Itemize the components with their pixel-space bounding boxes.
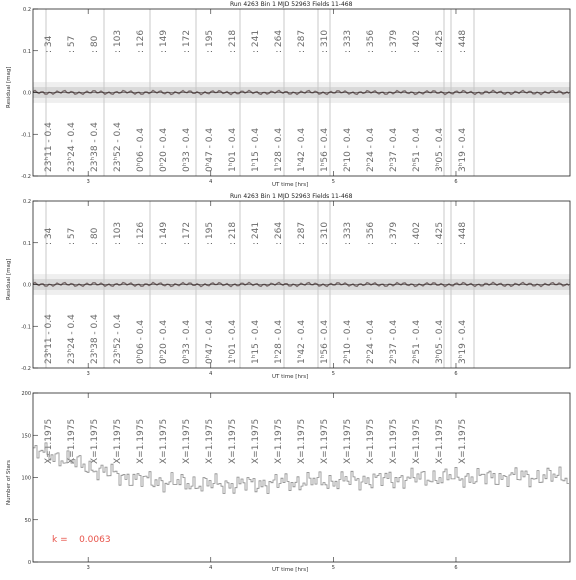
field-number-label: : 218 bbox=[228, 221, 238, 245]
field-number-label: : 264 bbox=[274, 221, 284, 245]
panel-2-plot bbox=[21, 199, 570, 377]
airmass-label: X=1.1975 bbox=[435, 418, 445, 464]
airmass-label: X=1.1975 bbox=[320, 418, 330, 464]
field-number-label: : 264 bbox=[274, 29, 284, 53]
field-number-label: : 172 bbox=[182, 29, 192, 53]
x-tick-label: 4 bbox=[209, 371, 213, 377]
y-tick-label: -0.2 bbox=[21, 174, 31, 180]
field-number-label: : 80 bbox=[90, 35, 100, 53]
x-tick-label: 4 bbox=[209, 179, 213, 185]
field-time-label: 1ʰ56 - 0.4 bbox=[320, 319, 330, 364]
y-tick-label: 100 bbox=[21, 475, 31, 482]
y-tick-label: 0.0 bbox=[23, 90, 31, 97]
field-number-label: : 34 bbox=[44, 227, 54, 245]
field-number-label: : 333 bbox=[343, 221, 353, 245]
airmass-label: X=1.1975 bbox=[297, 418, 307, 464]
x-tick-label: 4 bbox=[209, 565, 213, 571]
field-number-label: : 241 bbox=[251, 221, 261, 245]
field-number-label: : 241 bbox=[251, 29, 261, 53]
x-tick-label: 3 bbox=[86, 179, 90, 185]
panel-2-ylabel: Residual [mag] bbox=[6, 258, 12, 300]
y-tick-label: 0.1 bbox=[23, 48, 31, 55]
field-number-label: : 34 bbox=[44, 35, 54, 53]
field-time-label: 2ʰ24 - 0.4 bbox=[366, 127, 376, 172]
field-time-label: 0ʰ47 - 0.4 bbox=[205, 127, 215, 172]
field-number-label: : 103 bbox=[113, 221, 123, 245]
field-time-label: 1ʰ01 - 0.4 bbox=[228, 319, 238, 364]
panel-1-ylabel: Residual [mag] bbox=[6, 66, 12, 108]
y-tick-label: 0 bbox=[27, 560, 31, 566]
panel-2-xlabel: UT time [hrs] bbox=[272, 374, 309, 380]
field-number-label: : 356 bbox=[366, 29, 376, 53]
panel-1-plot bbox=[21, 7, 570, 185]
field-time-label: 1ʰ01 - 0.4 bbox=[228, 127, 238, 172]
y-tick-label: 0.0 bbox=[23, 282, 31, 289]
field-time-label: 2ʰ10 - 0.4 bbox=[343, 127, 353, 172]
field-time-label: 1ʰ42 - 0.4 bbox=[297, 319, 307, 364]
k-value: 0.0063 bbox=[79, 535, 111, 545]
y-tick-label: -0.1 bbox=[21, 132, 31, 139]
field-time-label: 23ʰ38 - 0.4 bbox=[90, 314, 100, 364]
field-number-label: : 379 bbox=[389, 221, 399, 245]
y-tick-label: -0.1 bbox=[21, 324, 31, 331]
x-tick-label: 3 bbox=[86, 371, 90, 377]
field-time-label: 3ʰ05 - 0.4 bbox=[435, 319, 445, 364]
airmass-label: X=1.1975 bbox=[343, 418, 353, 464]
airmass-label: X=1.1975 bbox=[67, 418, 77, 464]
panel-1-xlabel: UT time [hrs] bbox=[272, 182, 309, 188]
field-number-label: : 172 bbox=[182, 221, 192, 245]
field-number-label: : 80 bbox=[90, 227, 100, 245]
field-time-label: 23ʰ38 - 0.4 bbox=[90, 122, 100, 172]
field-time-label: 1ʰ15 - 0.4 bbox=[251, 319, 261, 364]
field-time-label: 23ʰ11 - 0.4 bbox=[44, 314, 54, 364]
panel-3-ylabel: Number of Stars bbox=[6, 459, 12, 505]
field-time-label: 1ʰ42 - 0.4 bbox=[297, 127, 307, 172]
airmass-label: X=1.1975 bbox=[412, 418, 422, 464]
airmass-label: X=1.1975 bbox=[458, 418, 468, 464]
field-time-label: 23ʰ11 - 0.4 bbox=[44, 122, 54, 172]
field-time-label: 3ʰ19 - 0.4 bbox=[458, 319, 468, 364]
field-number-label: : 425 bbox=[435, 29, 445, 53]
k-label: k = bbox=[52, 535, 68, 545]
field-number-label: : 310 bbox=[320, 221, 330, 245]
field-number-label: : 379 bbox=[389, 29, 399, 53]
field-time-label: 0ʰ20 - 0.4 bbox=[159, 127, 169, 172]
field-time-label: 0ʰ33 - 0.4 bbox=[182, 319, 192, 364]
airmass-label: X=1.1975 bbox=[113, 418, 123, 464]
field-time-label: 1ʰ15 - 0.4 bbox=[251, 127, 261, 172]
y-tick-label: -0.2 bbox=[21, 366, 31, 372]
x-tick-label: 5 bbox=[331, 565, 335, 571]
x-tick-label: 6 bbox=[454, 371, 458, 377]
airmass-label: X=1.1975 bbox=[44, 418, 54, 464]
airmass-label: X=1.1975 bbox=[366, 418, 376, 464]
field-time-label: 1ʰ28 - 0.4 bbox=[274, 319, 284, 364]
field-time-label: 23ʰ24 - 0.4 bbox=[67, 314, 77, 364]
field-time-label: 1ʰ28 - 0.4 bbox=[274, 127, 284, 172]
field-number-label: : 402 bbox=[412, 221, 422, 245]
field-time-label: 0ʰ06 - 0.4 bbox=[136, 127, 146, 172]
y-tick-label: 200 bbox=[21, 391, 31, 397]
airmass-label: X=1.1975 bbox=[274, 418, 284, 464]
y-tick-label: 0.1 bbox=[23, 240, 31, 247]
field-number-label: : 149 bbox=[159, 29, 169, 53]
field-time-label: 2ʰ10 - 0.4 bbox=[343, 319, 353, 364]
field-number-label: : 195 bbox=[205, 221, 215, 245]
field-time-label: 2ʰ37 - 0.4 bbox=[389, 319, 399, 364]
field-time-label: 23ʰ52 - 0.4 bbox=[113, 314, 123, 364]
panel-2-title: Run 4263 Bin 1 MJD 52963 Fields 11-468 bbox=[230, 193, 353, 200]
field-number-label: : 310 bbox=[320, 29, 330, 53]
field-number-label: : 425 bbox=[435, 221, 445, 245]
x-tick-label: 6 bbox=[454, 565, 458, 571]
field-number-label: : 356 bbox=[366, 221, 376, 245]
field-number-label: : 195 bbox=[205, 29, 215, 53]
field-time-label: 23ʰ52 - 0.4 bbox=[113, 122, 123, 172]
field-time-label: 0ʰ33 - 0.4 bbox=[182, 127, 192, 172]
k-annotation bbox=[52, 535, 111, 545]
airmass-label: X=1.1975 bbox=[251, 418, 261, 464]
airmass-label: X=1.1975 bbox=[90, 418, 100, 464]
field-number-label: : 126 bbox=[136, 29, 146, 53]
airmass-label: X=1.1975 bbox=[136, 418, 146, 464]
panel-frame bbox=[33, 393, 570, 562]
panel-1-title: Run 4263 Bin 1 MJD 52963 Fields 11-468 bbox=[230, 1, 353, 8]
field-time-label: 3ʰ05 - 0.4 bbox=[435, 127, 445, 172]
x-tick-label: 3 bbox=[86, 565, 90, 571]
field-time-label: 3ʰ19 - 0.4 bbox=[458, 127, 468, 172]
x-tick-label: 6 bbox=[454, 179, 458, 185]
panel-3-xlabel: UT time [hrs] bbox=[272, 567, 309, 573]
y-tick-label: 50 bbox=[24, 517, 31, 524]
field-number-label: : 149 bbox=[159, 221, 169, 245]
field-time-label: 23ʰ24 - 0.4 bbox=[67, 122, 77, 172]
field-time-label: 2ʰ37 - 0.4 bbox=[389, 127, 399, 172]
y-tick-label: 150 bbox=[21, 433, 31, 440]
field-number-label: : 218 bbox=[228, 29, 238, 53]
field-time-label: 1ʰ56 - 0.4 bbox=[320, 127, 330, 172]
field-time-label: 2ʰ51 - 0.4 bbox=[412, 127, 422, 172]
field-time-label: 0ʰ20 - 0.4 bbox=[159, 319, 169, 364]
field-time-label: 0ʰ47 - 0.4 bbox=[205, 319, 215, 364]
field-number-label: : 103 bbox=[113, 29, 123, 53]
field-time-label: 2ʰ24 - 0.4 bbox=[366, 319, 376, 364]
field-number-label: : 287 bbox=[297, 29, 307, 53]
field-number-label: : 448 bbox=[458, 29, 468, 53]
airmass-label: X=1.1975 bbox=[205, 418, 215, 464]
y-tick-label: 0.2 bbox=[23, 199, 31, 205]
airmass-label: X=1.1975 bbox=[182, 418, 192, 464]
field-number-label: : 126 bbox=[136, 221, 146, 245]
field-number-label: : 57 bbox=[67, 227, 77, 245]
field-number-label: : 402 bbox=[412, 29, 422, 53]
field-number-label: : 448 bbox=[458, 221, 468, 245]
y-tick-label: 0.2 bbox=[23, 7, 31, 13]
field-number-label: : 57 bbox=[67, 35, 77, 53]
field-time-label: 2ʰ51 - 0.4 bbox=[412, 319, 422, 364]
field-number-label: : 287 bbox=[297, 221, 307, 245]
airmass-label: X=1.1975 bbox=[228, 418, 238, 464]
x-tick-label: 5 bbox=[331, 179, 335, 185]
field-number-label: : 333 bbox=[343, 29, 353, 53]
airmass-label: X=1.1975 bbox=[159, 418, 169, 464]
airmass-label: X=1.1975 bbox=[389, 418, 399, 464]
field-time-label: 0ʰ06 - 0.4 bbox=[136, 319, 146, 364]
x-tick-label: 5 bbox=[331, 371, 335, 377]
